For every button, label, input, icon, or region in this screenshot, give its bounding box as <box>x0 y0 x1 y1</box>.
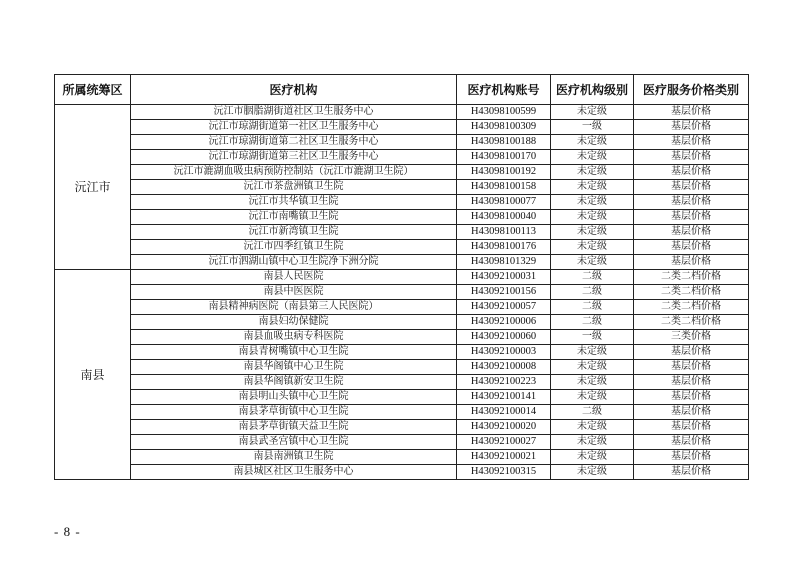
table-row <box>55 210 749 225</box>
institution-level: 二级 <box>551 315 634 330</box>
header-region: 所属统筹区 <box>55 75 131 105</box>
institution-level: 未定级 <box>551 360 634 375</box>
institution-level: 二级 <box>551 300 634 315</box>
price-category: 基层价格 <box>634 405 749 420</box>
institution-level: 未定级 <box>551 195 634 210</box>
institution-name: 南县妇幼保健院 <box>131 315 457 330</box>
institution-level: 未定级 <box>551 180 634 195</box>
institution-name: 沅江市茶盘洲镇卫生院 <box>131 180 457 195</box>
institution-name: 南县华阁镇新安卫生院 <box>131 375 457 390</box>
institution-name: 南县茅草街镇中心卫生院 <box>131 405 457 420</box>
institution-level: 未定级 <box>551 435 634 450</box>
account-number: H43098100040 <box>457 210 551 225</box>
price-category: 二类二档价格 <box>634 300 749 315</box>
account-number: H43092100003 <box>457 345 551 360</box>
price-category: 基层价格 <box>634 195 749 210</box>
price-category: 基层价格 <box>634 225 749 240</box>
institution-level: 未定级 <box>551 420 634 435</box>
header-price-category: 医疗服务价格类别 <box>634 75 749 105</box>
table-row <box>55 375 749 390</box>
institution-level: 未定级 <box>551 105 634 120</box>
institution-level: 未定级 <box>551 465 634 480</box>
table-row <box>55 195 749 210</box>
institution-name: 沅江市四季红镇卫生院 <box>131 240 457 255</box>
table-row <box>55 420 749 435</box>
institution-name: 沅江市琼湖街道第一社区卫生服务中心 <box>131 120 457 135</box>
institution-name: 沅江市新湾镇卫生院 <box>131 225 457 240</box>
table-row <box>55 120 749 135</box>
price-category: 基层价格 <box>634 165 749 180</box>
account-number: H43098100309 <box>457 120 551 135</box>
table-row <box>55 360 749 375</box>
account-number: H43092100006 <box>457 315 551 330</box>
institution-level: 一级 <box>551 330 634 345</box>
price-category: 基层价格 <box>634 450 749 465</box>
table-row <box>55 255 749 270</box>
price-category: 三类价格 <box>634 330 749 345</box>
account-number: H43092100315 <box>457 465 551 480</box>
account-number: H43098100158 <box>457 180 551 195</box>
price-category: 基层价格 <box>634 180 749 195</box>
table-row <box>55 345 749 360</box>
institution-name: 南县人民医院 <box>131 270 457 285</box>
account-number: H43092100156 <box>457 285 551 300</box>
institution-level: 未定级 <box>551 240 634 255</box>
account-number: H43092100021 <box>457 450 551 465</box>
price-category: 二类二档价格 <box>634 270 749 285</box>
institution-name: 南县精神病医院（南县第三人民医院） <box>131 300 457 315</box>
price-category: 基层价格 <box>634 435 749 450</box>
table-row <box>55 435 749 450</box>
institution-name: 沅江市琼湖街道第三社区卫生服务中心 <box>131 150 457 165</box>
price-category: 基层价格 <box>634 105 749 120</box>
price-category: 基层价格 <box>634 390 749 405</box>
table-row <box>55 135 749 150</box>
account-number: H43092100223 <box>457 375 551 390</box>
account-number: H43098100176 <box>457 240 551 255</box>
account-number: H43098101329 <box>457 255 551 270</box>
institution-level: 一级 <box>551 120 634 135</box>
institution-name: 沅江市胭脂湖街道社区卫生服务中心 <box>131 105 457 120</box>
price-category: 基层价格 <box>634 465 749 480</box>
table-row <box>55 240 749 255</box>
price-category: 基层价格 <box>634 255 749 270</box>
price-category: 基层价格 <box>634 345 749 360</box>
institution-level: 二级 <box>551 285 634 300</box>
table-row <box>55 405 749 420</box>
account-number: H43092100014 <box>457 405 551 420</box>
institution-name: 南县明山头镇中心卫生院 <box>131 390 457 405</box>
price-category: 基层价格 <box>634 375 749 390</box>
institution-name: 沅江市南嘴镇卫生院 <box>131 210 457 225</box>
price-category: 基层价格 <box>634 120 749 135</box>
price-category: 二类二档价格 <box>634 285 749 300</box>
region-cell: 沅江市 <box>55 105 131 270</box>
institution-level: 未定级 <box>551 345 634 360</box>
table-header-row <box>55 75 749 105</box>
table-row <box>55 300 749 315</box>
institution-level: 未定级 <box>551 150 634 165</box>
price-category: 基层价格 <box>634 240 749 255</box>
table-row <box>55 180 749 195</box>
price-category: 基层价格 <box>634 210 749 225</box>
account-number: H43092100057 <box>457 300 551 315</box>
account-number: H43098100188 <box>457 135 551 150</box>
account-number: H43092100141 <box>457 390 551 405</box>
institution-name: 沅江市琼湖街道第二社区卫生服务中心 <box>131 135 457 150</box>
account-number: H43098100077 <box>457 195 551 210</box>
price-category: 基层价格 <box>634 360 749 375</box>
account-number: H43098100599 <box>457 105 551 120</box>
institution-level: 未定级 <box>551 135 634 150</box>
institution-name: 南县南洲镇卫生院 <box>131 450 457 465</box>
institution-table <box>54 74 749 480</box>
table-row <box>55 225 749 240</box>
institution-name: 沅江市共华镇卫生院 <box>131 195 457 210</box>
institution-level: 未定级 <box>551 375 634 390</box>
table-row <box>55 315 749 330</box>
institution-level: 未定级 <box>551 225 634 240</box>
table-row <box>55 270 749 285</box>
table-body <box>55 105 749 480</box>
institution-name: 南县青树嘴镇中心卫生院 <box>131 345 457 360</box>
institution-level: 二级 <box>551 405 634 420</box>
table-row <box>55 465 749 480</box>
institution-name: 南县武圣宫镇中心卫生院 <box>131 435 457 450</box>
header-institution: 医疗机构 <box>131 75 457 105</box>
account-number: H43098100192 <box>457 165 551 180</box>
account-number: H43098100170 <box>457 150 551 165</box>
page-number: - 8 - <box>54 524 81 539</box>
price-category: 二类二档价格 <box>634 315 749 330</box>
institution-level: 二级 <box>551 270 634 285</box>
table-row <box>55 285 749 300</box>
table-row <box>55 450 749 465</box>
institution-name: 南县血吸虫病专科医院 <box>131 330 457 345</box>
institution-name: 南县中医医院 <box>131 285 457 300</box>
institution-level: 未定级 <box>551 390 634 405</box>
account-number: H43092100027 <box>457 435 551 450</box>
account-number: H43092100008 <box>457 360 551 375</box>
institution-level: 未定级 <box>551 255 634 270</box>
institution-level: 未定级 <box>551 165 634 180</box>
header-level: 医疗机构级别 <box>551 75 634 105</box>
institution-name: 南县城区社区卫生服务中心 <box>131 465 457 480</box>
institution-name: 沅江市漉湖血吸虫病预防控制站（沅江市漉湖卫生院） <box>131 165 457 180</box>
table-row <box>55 165 749 180</box>
table-row <box>55 390 749 405</box>
header-account: 医疗机构账号 <box>457 75 551 105</box>
institution-name: 南县茅草街镇天益卫生院 <box>131 420 457 435</box>
institution-level: 未定级 <box>551 210 634 225</box>
account-number: H43092100060 <box>457 330 551 345</box>
account-number: H43098100113 <box>457 225 551 240</box>
price-category: 基层价格 <box>634 420 749 435</box>
institution-level: 未定级 <box>551 450 634 465</box>
table-row <box>55 330 749 345</box>
price-category: 基层价格 <box>634 150 749 165</box>
table-row <box>55 105 749 120</box>
account-number: H43092100031 <box>457 270 551 285</box>
institution-name: 沅江市泗湖山镇中心卫生院净下洲分院 <box>131 255 457 270</box>
price-category: 基层价格 <box>634 135 749 150</box>
institution-name: 南县华阁镇中心卫生院 <box>131 360 457 375</box>
table-row <box>55 150 749 165</box>
account-number: H43092100020 <box>457 420 551 435</box>
region-cell: 南县 <box>55 270 131 480</box>
